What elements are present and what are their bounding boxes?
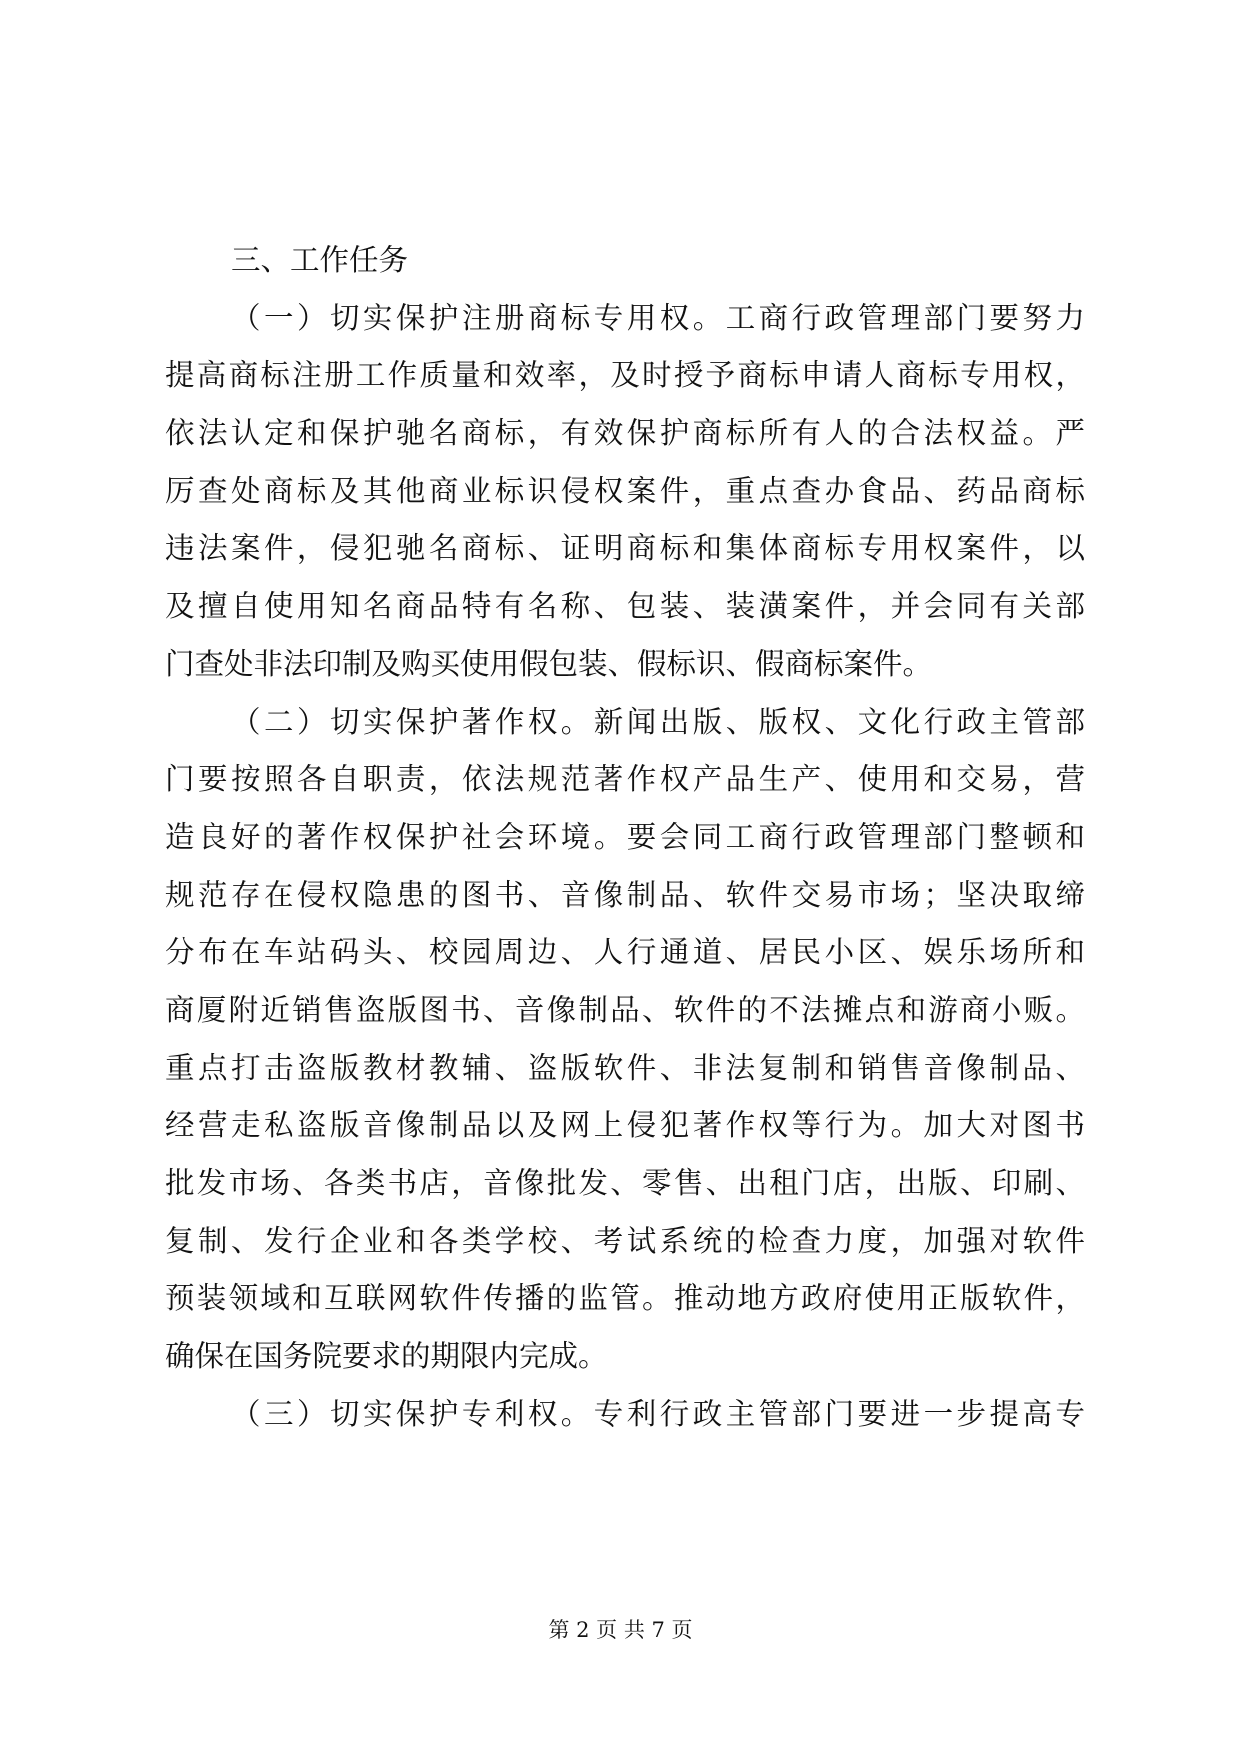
paragraph-2-line-12: 确保在国务院要求的期限内完成。	[165, 1339, 608, 1374]
paragraph-1-line-1: （一）切实保护注册商标专用权。工商行政管理部门要努力	[231, 300, 1085, 335]
paragraph-1-line-5: 违法案件，侵犯驰名商标、证明商标和集体商标专用权案件，以	[165, 531, 1085, 566]
paragraph-1-line-4: 厉查处商标及其他商业标识侵权案件，重点查办食品、药品商标	[165, 473, 1085, 508]
paragraph-1-line-2: 提高商标注册工作质量和效率，及时授予商标申请人商标专用权，	[165, 358, 1085, 393]
paragraph-2-line-10: 复制、发行企业和各类学校、考试系统的检查力度，加强对软件	[165, 1223, 1085, 1258]
paragraph-2-line-2: 门要按照各自职责，依法规范著作权产品生产、使用和交易，营	[165, 762, 1085, 797]
paragraph-1-line-7: 门查处非法印制及购买使用假包装、假标识、假商标案件。	[165, 646, 933, 681]
paragraph-1-line-6: 及擅自使用知名商品特有名称、包装、装潢案件，并会同有关部	[165, 589, 1085, 624]
paragraph-2-line-4: 规范存在侵权隐患的图书、音像制品、软件交易市场；坚决取缔	[165, 877, 1085, 912]
paragraph-2-line-5: 分布在车站码头、校园周边、人行通道、居民小区、娱乐场所和	[165, 935, 1085, 970]
paragraph-2-line-3: 造良好的著作权保护社会环境。要会同工商行政管理部门整顿和	[165, 819, 1085, 854]
page-number-footer: 第 2 页 共 7 页	[548, 1618, 693, 1642]
section-heading: 三、工作任务	[231, 243, 409, 277]
paragraph-1-line-3: 依法认定和保护驰名商标，有效保护商标所有人的合法权益。严	[165, 416, 1085, 451]
paragraph-2-line-1: （二）切实保护著作权。新闻出版、版权、文化行政主管部	[231, 704, 1085, 739]
paragraph-2-line-9: 批发市场、各类书店，音像批发、零售、出租门店，出版、印刷、	[165, 1166, 1085, 1200]
paragraph-2-line-8: 经营走私盗版音像制品以及网上侵犯著作权等行为。加大对图书	[165, 1108, 1085, 1143]
paragraph-2-line-7: 重点打击盗版教材教辅、盗版软件、非法复制和销售音像制品、	[165, 1050, 1085, 1085]
paragraph-2-line-6: 商厦附近销售盗版图书、音像制品、软件的不法摊点和游商小贩。	[165, 992, 1085, 1027]
body-text	[165, 232, 1085, 1443]
paragraph-3-line-1: （三）切实保护专利权。专利行政主管部门要进一步提高专	[231, 1396, 1085, 1431]
paragraph-2-line-11: 预装领域和互联网软件传播的监管。推动地方政府使用正版软件，	[165, 1281, 1085, 1316]
